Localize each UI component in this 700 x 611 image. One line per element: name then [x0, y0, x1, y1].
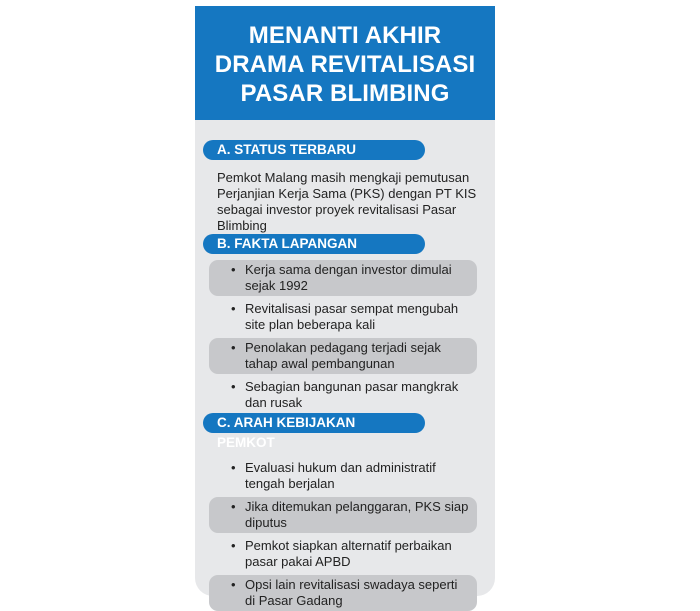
- list-item-text: Opsi lain revitalisasi swadaya seperti di Pasar Gadang: [245, 577, 458, 608]
- bullet-icon: •: [231, 538, 236, 553]
- list-item-text: Revitalisasi pasar sempat mengubah site plan beberapa kali: [245, 301, 459, 332]
- bullet-icon: •: [231, 460, 236, 475]
- list-item-text: Pemkot siapkan alternatif perbaikan pasar pakai APBD: [245, 538, 452, 569]
- bullet-icon: •: [231, 379, 236, 394]
- header-banner: [195, 6, 495, 120]
- bullet-icon: •: [231, 301, 236, 316]
- bullet-icon: •: [231, 577, 236, 592]
- bullet-icon: •: [231, 499, 236, 514]
- section-heading: B. FAKTA LAPANGAN: [203, 234, 425, 254]
- section-heading: C. ARAH KEBIJAKAN PEMKOT: [203, 413, 425, 433]
- list-item-text: Sebagian bangunan pasar mangkrak dan rusak: [245, 379, 459, 410]
- infographic-card: [195, 6, 495, 608]
- list-item-text: Penolakan pedagang terjadi sejak tahap awal pembangunan: [245, 340, 441, 371]
- bullet-icon: •: [231, 262, 236, 277]
- list-item: [209, 377, 477, 413]
- list-item: [209, 575, 477, 611]
- list-item-text: Kerja sama dengan investor dimulai sejak 1992: [245, 262, 452, 293]
- list-item: [209, 536, 477, 572]
- section-fakta-lapangan: [203, 234, 481, 413]
- section-arah-kebijakan-pemkot: [203, 413, 481, 611]
- list-item: [209, 458, 477, 494]
- list-item: [209, 497, 477, 533]
- list-item: [209, 299, 477, 335]
- bullet-icon: •: [231, 340, 236, 355]
- page-title: MENANTI AKHIR DRAMA REVITALISASI PASAR BLIMBING: [214, 21, 476, 107]
- bullet-list: [203, 458, 481, 611]
- card-body: [195, 120, 495, 611]
- list-item: [209, 260, 477, 296]
- list-item-text: Jika ditemukan pelanggaran, PKS siap diputus: [245, 499, 469, 530]
- section-paragraph: Pemkot Malang masih mengkaji pemutusan Perjanjian Kerja Sama (PKS) dengan PT KIS sebagai investor proyek revitalisasi Pasar Blimbing: [217, 170, 477, 233]
- section-heading: A. STATUS TERBARU: [203, 140, 425, 160]
- section-status-terbaru: [203, 140, 481, 234]
- bullet-list: [203, 260, 481, 413]
- list-item: [209, 338, 477, 374]
- list-item-text: Evaluasi hukum dan administratif tengah berjalan: [245, 460, 436, 491]
